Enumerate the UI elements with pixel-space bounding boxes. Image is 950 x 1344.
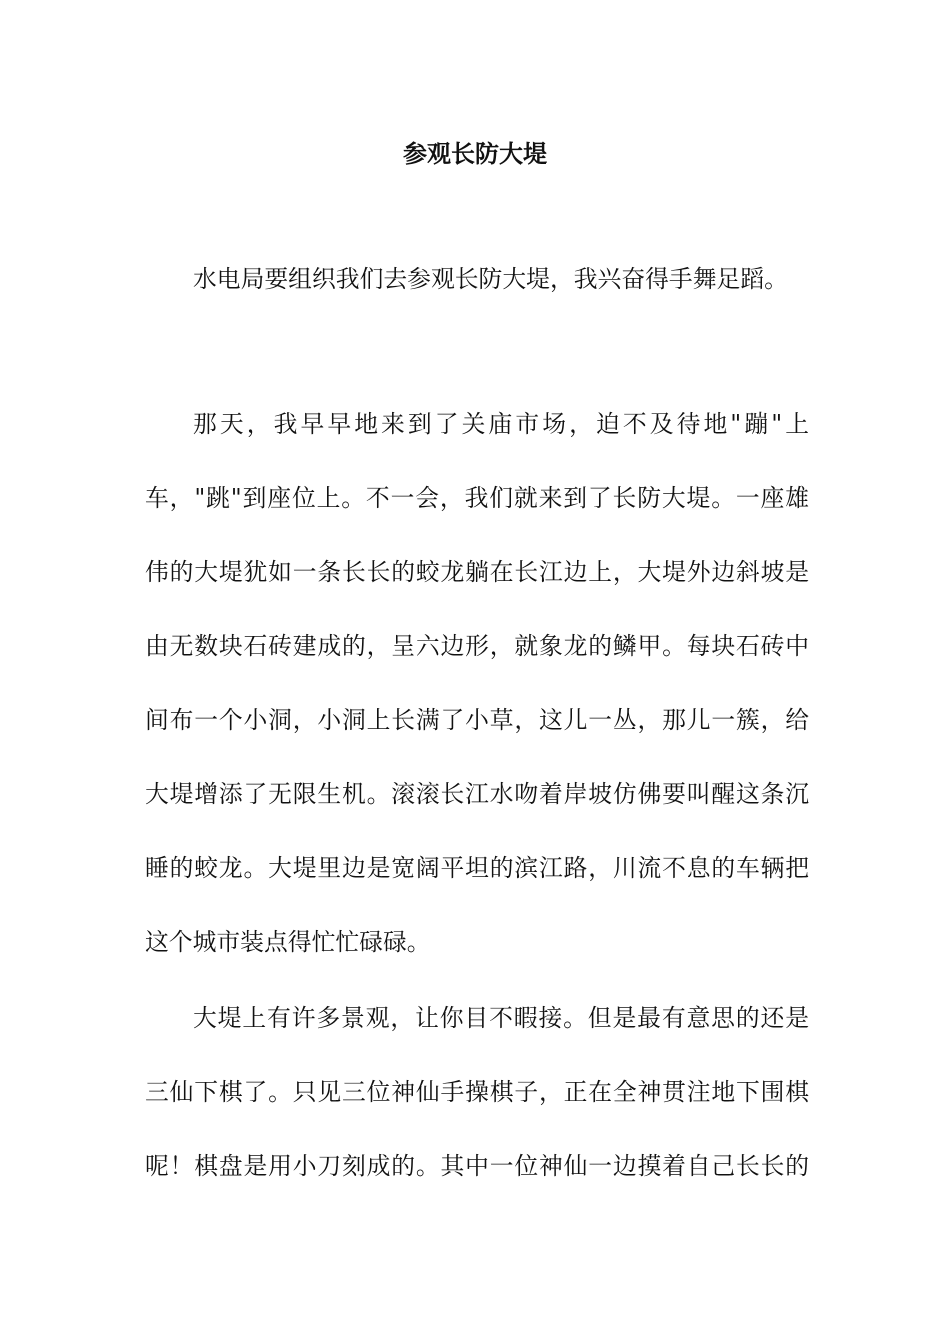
paragraph-3 — [145, 981, 809, 1203]
paragraph-line: 伟的大堤犹如一条长长的蛟龙躺在长江边上，大堤外边斜坡是 — [145, 558, 809, 586]
paragraph-line: 大堤增添了无限生机。滚滚长江水吻着岸坡仿佛要叫醒这条沉 — [145, 780, 809, 808]
document-title: 参观长防大堤 — [403, 139, 547, 168]
paragraph-line: 睡的蛟龙。大堤里边是宽阔平坦的滨江路，川流不息的车辆把 — [145, 854, 809, 882]
paragraph-line: 那天，我早早地来到了关庙市场，迫不及待地"蹦"上 — [193, 410, 809, 438]
paragraph-1 — [145, 242, 809, 316]
paragraph-line: 这个城市装点得忙忙碌碌。 — [145, 928, 431, 956]
paragraph-line: 由无数块石砖建成的，呈六边形，就象龙的鳞甲。每块石砖中 — [145, 632, 809, 660]
paragraph-line: 水电局要组织我们去参观长防大堤，我兴奋得手舞足蹈。 — [193, 265, 788, 293]
paragraph-line: 三仙下棋了。只见三位神仙手操棋子，正在全神贯注地下围棋 — [145, 1078, 809, 1106]
paragraph-line: 大堤上有许多景观，让你目不暇接。但是最有意思的还是 — [193, 1004, 809, 1032]
paragraph-line: 呢！棋盘是用小刀刻成的。其中一位神仙一边摸着自己长长的 — [145, 1152, 809, 1180]
paragraph-line: 间布一个小洞，小洞上长满了小草，这儿一丛，那儿一簇，给 — [145, 706, 809, 734]
paragraph-2 — [145, 387, 809, 979]
paragraph-line: 车，"跳"到座位上。不一会，我们就来到了长防大堤。一座雄 — [145, 484, 809, 512]
